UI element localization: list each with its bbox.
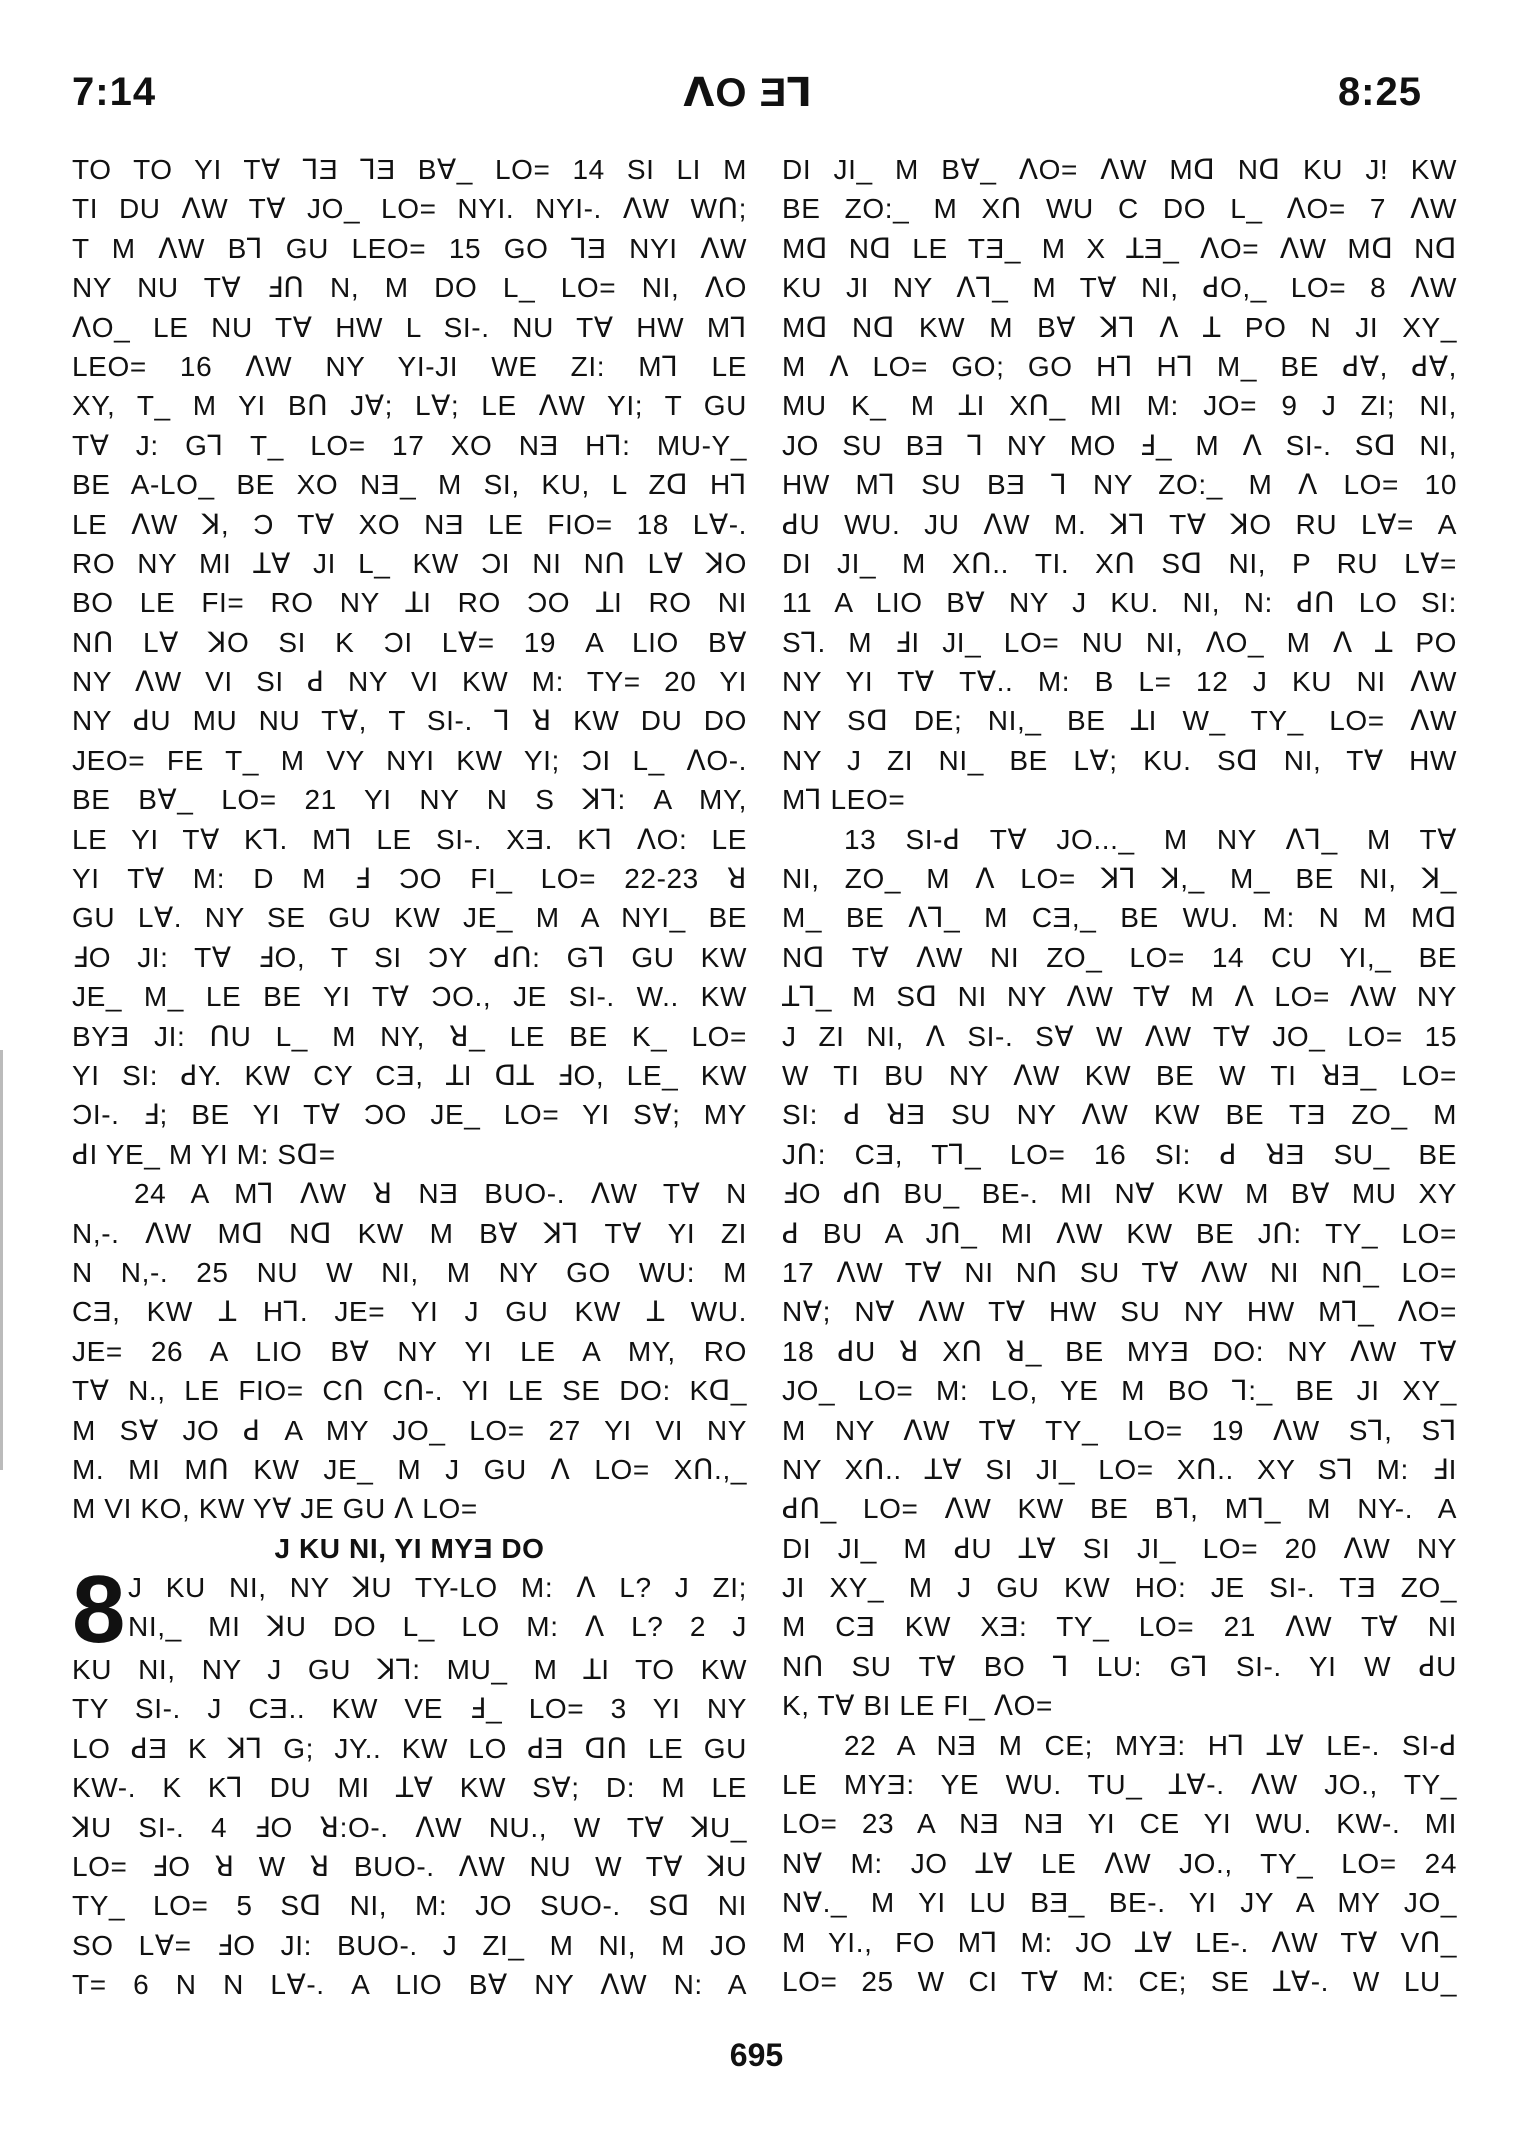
- text-line: DI JI_ M ꓒU ꓕꓯ SI JI_ LO= 20 ꓥW NY: [782, 1532, 1457, 1564]
- text-line: BYƎ JI: ꓵU L_ M NY, ꓤ_ LE BE K_ LO=: [72, 1020, 747, 1052]
- text-line: YI SI: ꓒY. KW CY CƎ, ꓕI ꓷꓕ ꓞO, LE_ KW: [72, 1059, 747, 1091]
- text-line: T M ꓥW Bꓶ GU LEO= 15 GO ꓶƎ NYI ꓥW: [72, 232, 747, 264]
- text-line: 11 A LIO Bꓯ NY J KU. NI, N: ꓒꓵ LO SI:: [782, 587, 1457, 619]
- chapter-opening: [72, 1556, 747, 1664]
- text-line: TO TO YI Tꓯ ꓶƎ ꓶƎ Bꓯ_ LO= 14 SI LI M: [72, 154, 747, 185]
- text-line: 17 ꓥW Tꓯ NI Nꓵ SU Tꓯ ꓥW NI Nꓵ_ LO=: [782, 1256, 1457, 1288]
- text-line: NY NU Tꓯ ꓞꓵ N, M DO L_ LO= NI, ꓥO: [72, 272, 747, 304]
- text-line: TY SI-. J CƎ.. KW VE ꓞ_ LO= 3 YI NY: [72, 1693, 747, 1725]
- text-line: 18 ꓒU ꓤ Xꓵ ꓤ_ BE MYƎ DO: NY ꓥW Tꓯ: [782, 1335, 1457, 1367]
- text-line: TY_ LO= 5 Sꓷ NI, M: JO SUO-. Sꓷ NI: [72, 1890, 747, 1922]
- text-line: Tꓯ N., LE FIO= Cꓵ Cꓵ-. YI LE SE DO: Kꓷ_: [72, 1375, 747, 1407]
- dropcap-lines: [128, 1568, 747, 1650]
- text-line: MU K_ M ꓕI Xꓵ_ MI M: JO= 9 J ZI; NI,: [782, 390, 1457, 422]
- text-line: M ꓥ LO= GO; GO Hꓶ Hꓶ M_ BE ꓒꓯ, ꓒꓯ,: [782, 350, 1457, 382]
- text-line: ꓒꓵ_ LO= ꓥW KW BE Bꓶ, Mꓶ_ M NY-. A: [782, 1493, 1457, 1525]
- chapter-number-dropcap: 8: [72, 1556, 126, 1664]
- page-number: 695: [729, 2037, 784, 2073]
- text-line: LO= 25 W CI Tꓯ M: CE; SE ꓕꓯ-. W LU_: [782, 1965, 1457, 1997]
- text-line: M YI., FO Mꓶ M: JO ꓕꓯ LE-. ꓥW Tꓯ Vꓵ_: [782, 1926, 1457, 1958]
- text-line: DI JI_ M Xꓵ.. TI. Xꓵ Sꓷ NI, P RU Lꓯ=: [782, 547, 1457, 579]
- text-line: CƎ, KW ꓕ Hꓶ. JE= YI J GU KW ꓕ WU.: [72, 1296, 747, 1328]
- text-line: M VI KO, KW Yꓯ JE GU ꓥ LO=: [72, 1493, 478, 1525]
- text-line: JE= 26 A LIO Bꓯ NY YI LE A MY, RO: [72, 1335, 747, 1367]
- text-line: DI JI_ M Bꓯ_ ꓥO= ꓥW Mꓷ Nꓷ KU J! KW: [782, 154, 1457, 185]
- page-header: [72, 70, 1422, 130]
- text-line: ꓘU SI-. 4 ꓞO ꓤ:O-. ꓥW NU., W Tꓯ ꓘU_: [72, 1811, 747, 1843]
- text-line: T= 6 N N Lꓯ-. A LIO Bꓯ NY ꓥW N: A: [72, 1969, 747, 2001]
- text-line: Jꓵ: CƎ, Tꓶ_ LO= 16 SI: ꓒ ꓤƎ SU_ BE: [782, 1138, 1457, 1170]
- text-line: JEO= FE T_ M VY NYI KW YI; ƆI L_ ꓥO-.: [72, 744, 747, 776]
- text-line: KU NI, NY J GU ꓘꓶ: MU_ M ꓕI TO KW: [72, 1654, 747, 1686]
- text-line: J ZI NI, ꓥ SI-. Sꓯ W ꓥW Tꓯ JO_ LO= 15: [782, 1020, 1457, 1052]
- text-line: Nꓯ M: JO ꓕꓯ LE ꓥW JO., TY_ LO= 24: [782, 1847, 1457, 1879]
- text-line: NI,_ MI ꓘU DO L_ LO M: ꓥ L? 2 J: [128, 1611, 747, 1643]
- right-paragraph-2: [782, 820, 1457, 1726]
- text-line: NY J ZI NI_ BE Lꓯ; KU. Sꓷ NI, Tꓯ HW: [782, 744, 1457, 776]
- left-paragraph-1: [72, 150, 747, 1174]
- text-line: Mꓷ Nꓷ LE TƎ_ M X ꓕƎ_ ꓥO= ꓥW Mꓷ Nꓷ: [782, 232, 1457, 264]
- text-line: BO LE FI= RO NY ꓕI RO ƆO ꓕI RO NI: [72, 587, 747, 619]
- text-line: Mꓶ LEO=: [782, 784, 906, 816]
- text-line: JO SU BƎ ꓶ NY MO ꓞ_ M ꓥ SI-. Sꓷ NI,: [782, 429, 1457, 461]
- text-line: ꓒU WU. JU ꓥW M. ꓘꓶ Tꓯ ꓘO RU Lꓯ= A: [782, 508, 1457, 540]
- text-line: LE YI Tꓯ Kꓶ. Mꓶ LE SI-. XƎ. Kꓶ ꓥO: LE: [72, 823, 747, 855]
- text-line: YI Tꓯ M: D M ꓞ ƆO FI_ LO= 22-23 ꓤ: [72, 863, 747, 895]
- text-line: M CƎ KW XƎ: TY_ LO= 21 ꓥW Tꓯ NI: [782, 1611, 1457, 1643]
- text-line: BE Bꓯ_ LO= 21 YI NY N S ꓘꓶ: A MY,: [72, 784, 747, 816]
- text-line: K, Tꓯ BI LE FI_ ꓥO=: [782, 1690, 1053, 1722]
- text-line: NI, ZO_ M ꓥ LO= ꓘꓶ ꓘ,_ M_ BE NI, ꓘ_: [782, 863, 1457, 895]
- text-line: JI XY_ M J GU KW HO: JE SI-. TƎ ZO_: [782, 1572, 1457, 1604]
- book-title: ꓥO Ǝꓶ: [683, 71, 811, 115]
- text-line: LE ꓥW ꓘ, Ɔ Tꓯ XO NƎ LE FIO= 18 Lꓯ-.: [72, 508, 747, 540]
- text-line: 13 SI-ꓒ Tꓯ JO..._ M NY ꓥꓶ_ M Tꓯ: [844, 823, 1457, 855]
- right-column: [782, 150, 1457, 2001]
- left-paragraph-3: [72, 1650, 747, 2005]
- text-line: LEO= 16 ꓥW NY YI-JI WE ZI: Mꓶ LE: [72, 350, 747, 382]
- text-line: Nꓵ SU Tꓯ BO ꓶ LU: Gꓶ SI-. YI W ꓒU: [782, 1650, 1457, 1682]
- text-line: M_ BE ꓥꓶ_ M CƎ,_ BE WU. M: N M Mꓷ: [782, 902, 1457, 934]
- text-line: NY ꓥW VI SI ꓒ NY VI KW M: TY= 20 YI: [72, 666, 747, 698]
- text-line: KU JI NY ꓥꓶ_ M Tꓯ NI, ꓒO,_ LO= 8 ꓥW: [782, 272, 1457, 304]
- text-line: NY Sꓷ DE; NI,_ BE ꓕI W_ TY_ LO= ꓥW: [782, 705, 1457, 737]
- text-line: XY, T_ M YI Bꓵ Jꓯ; Lꓯ; LE ꓥW YI; T GU: [72, 390, 747, 422]
- text-line: ꓞO ꓒꓵ BU_ BE-. MI Nꓯ KW M Bꓯ MU XY: [782, 1178, 1457, 1210]
- chapter-verse-start: 7:14: [72, 70, 157, 114]
- text-line: ꓞO JI: Tꓯ ꓞO, T SI ƆY ꓒꓵ: Gꓶ GU KW: [72, 941, 747, 973]
- text-line: W TI BU NY ꓥW KW BE W TI ꓤƎ_ LO=: [782, 1059, 1457, 1091]
- text-line: NY Xꓵ.. ꓕꓯ SI JI_ LO= Xꓵ.. XY Sꓶ M: ꓞI: [782, 1453, 1457, 1485]
- text-line: J KU NI, NY ꓘU TY-LO M: ꓥ L? J ZI;: [128, 1572, 747, 1604]
- text-line: Tꓯ J: Gꓶ T_ LO= 17 XO NƎ Hꓶ: MU-Y_: [72, 429, 747, 461]
- left-column: [72, 150, 747, 2005]
- chapter-verse-end: 8:25: [1337, 70, 1422, 114]
- text-line: LO= 23 A NƎ NƎ YI CE YI WU. KW-. MI: [782, 1808, 1457, 1840]
- text-line: 22 A NƎ M CE; MYƎ: Hꓶ ꓕꓯ LE-. SI-ꓒ: [844, 1729, 1457, 1761]
- right-paragraph-3: [782, 1726, 1457, 2002]
- text-line: HW Mꓶ SU BƎ ꓶ NY ZO:_ M ꓥ LO= 10: [782, 469, 1457, 501]
- chapter-title: J KU NI, YI MYƎ DO: [274, 1532, 545, 1564]
- text-line: TI DU ꓥW Tꓯ JO_ LO= NYI. NYI-. ꓥW Wꓵ;: [72, 193, 747, 225]
- text-line: ꓒI YE_ M YI M: Sꓷ=: [72, 1138, 336, 1170]
- text-line: ꓒ BU A Jꓵ_ MI ꓥW KW BE Jꓵ: TY_ LO=: [782, 1217, 1457, 1249]
- text-line: LO ꓒƎ K ꓘꓶ G; JY.. KW LO ꓒƎ ꓷꓵ LE GU: [72, 1732, 747, 1764]
- left-paragraph-2: [72, 1174, 747, 1529]
- text-line: M Sꓯ JO ꓒ A MY JO_ LO= 27 YI VI NY: [72, 1414, 747, 1446]
- text-line: Nꓯ._ M YI LU BƎ_ BE-. YI JY A MY JO_: [782, 1887, 1457, 1919]
- text-line: N N,-. 25 NU W NI, M NY GO WU: M: [72, 1256, 747, 1288]
- text-line: BE A-LO_ BE XO NƎ_ M SI, KU, L Zꓷ Hꓶ: [72, 469, 747, 501]
- text-line: Mꓷ Nꓷ KW M Bꓯ ꓘꓶ ꓥ ꓕ PO N JI XY_: [782, 311, 1457, 343]
- text-line: Nꓵ Lꓯ ꓘO SI K ƆI Lꓯ= 19 A LIO Bꓯ: [72, 626, 747, 658]
- binding-edge-mark: [0, 1050, 3, 1470]
- text-line: M NY ꓥW Tꓯ TY_ LO= 19 ꓥW Sꓶ, Sꓶ: [782, 1414, 1457, 1446]
- text-line: M. MI Mꓵ KW JE_ M J GU ꓥ LO= Xꓵ.,_: [72, 1453, 747, 1485]
- text-line: JE_ M_ LE BE YI Tꓯ ƆO., JE SI-. W.. KW: [72, 981, 747, 1013]
- text-line: N,-. ꓥW Mꓷ Nꓷ KW M Bꓯ ꓘꓶ Tꓯ YI ZI: [72, 1217, 747, 1249]
- text-line: NY ꓒU MU NU Tꓯ, T SI-. ꓶ ꓤ KW DU DO: [72, 705, 747, 737]
- text-line: SO Lꓯ= ꓞO JI: BUO-. J ZI_ M NI, M JO: [72, 1929, 747, 1961]
- text-line: 24 A Mꓶ ꓥW ꓤ NƎ BUO-. ꓥW Tꓯ N: [134, 1178, 747, 1210]
- text-line: GU Lꓯ. NY SE GU KW JE_ M A NYI_ BE: [72, 902, 747, 934]
- text-line: JO_ LO= M: LO, YE M BO ꓶ:_ BE JI XY_: [782, 1375, 1457, 1407]
- text-line: LO= ꓞO ꓤ W ꓤ BUO-. ꓥW NU W Tꓯ ꓘU: [72, 1851, 747, 1883]
- text-line: NY YI Tꓯ Tꓯ.. M: B L= 12 J KU NI ꓥW: [782, 666, 1457, 698]
- text-line: Sꓶ. M ꓞI JI_ LO= NU NI, ꓥO_ M ꓥ ꓕ PO: [782, 626, 1457, 658]
- text-line: Nꓯ; Nꓯ ꓥW Tꓯ HW SU NY HW Mꓶ_ ꓥO=: [782, 1296, 1457, 1328]
- text-line: ƆI-. ꓞ; BE YI Tꓯ ƆO JE_ LO= YI Sꓯ; MY: [72, 1099, 747, 1131]
- text-line: ꓥO_ LE NU Tꓯ HW L SI-. NU Tꓯ HW Mꓶ: [72, 311, 747, 343]
- text-line: KW-. K Kꓶ DU MI ꓕꓯ KW Sꓯ; D: M LE: [72, 1772, 747, 1804]
- text-line: ꓕꓶ_ M Sꓷ NI NY ꓥW Tꓯ M ꓥ LO= ꓥW NY: [782, 981, 1457, 1013]
- text-line: Nꓷ Tꓯ ꓥW NI ZO_ LO= 14 CU YI,_ BE: [782, 941, 1457, 973]
- text-line: BE ZO:_ M Xꓵ WU C DO L_ ꓥO= 7 ꓥW: [782, 193, 1457, 225]
- text-line: RO NY MI ꓕꓯ JI L_ KW ƆI NI Nꓵ Lꓯ ꓘO: [72, 547, 747, 579]
- right-paragraph-1: [782, 150, 1457, 820]
- text-line: LE MYƎ: YE WU. TU_ ꓕꓯ-. ꓥW JO., TY_: [782, 1769, 1457, 1801]
- text-line: SI: ꓒ ꓤƎ SU NY ꓥW KW BE TƎ ZO_ M: [782, 1099, 1457, 1131]
